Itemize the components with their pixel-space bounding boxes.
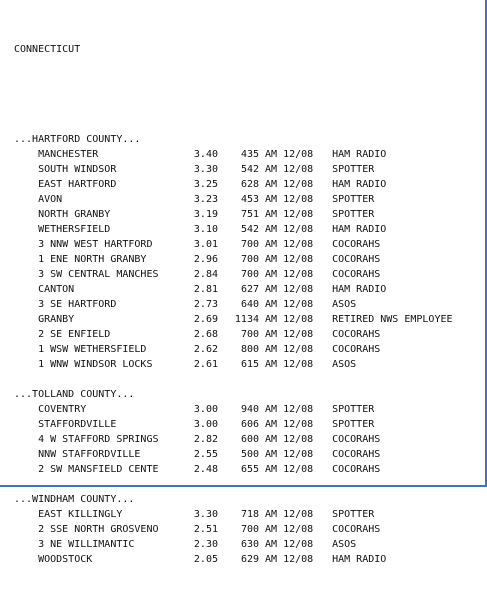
blank-line [14,87,453,102]
blank-line [14,477,453,492]
report-time: 630 [240,539,259,550]
location-name: EAST HARTFORD [14,179,117,190]
report-date: 12/08 [283,419,314,430]
county-header: ...TOLLAND COUNTY... [14,389,135,400]
time-suffix: AM [259,164,284,175]
time-suffix: AM [259,239,284,250]
report-source: SPOTTER [332,404,375,415]
report-time: 615 [240,359,259,370]
rainfall-amount: 2.68 [193,329,218,340]
report-source: HAM RADIO [332,284,387,295]
report-source: ASOS [332,299,357,310]
report-source: COCORAHS [332,269,381,280]
report-row [14,327,453,342]
report-source: COCORAHS [332,329,381,340]
location-name: 2 SW MANSFIELD CENTE [14,464,159,475]
rainfall-amount: 3.19 [193,209,218,220]
report-date: 12/08 [283,329,314,340]
precipitation-report [14,12,453,597]
report-row [14,237,453,252]
location-name: GRANBY [14,314,75,325]
report-date: 12/08 [283,149,314,160]
report-source: SPOTTER [332,419,375,430]
time-suffix: AM [259,209,284,220]
report-row [14,342,453,357]
location-name: WOODSTOCK [14,554,93,565]
report-time: 751 [240,209,259,220]
report-row [14,417,453,432]
time-suffix: AM [259,344,284,355]
location-name: 3 NNW WEST HARTFORD [14,239,153,250]
report-date: 12/08 [283,179,314,190]
report-time: 453 [240,194,259,205]
report-source: HAM RADIO [332,179,387,190]
county-section [14,387,453,492]
report-source: SPOTTER [332,164,375,175]
report-time: 700 [240,239,259,250]
time-suffix: AM [259,224,284,235]
report-source: COCORAHS [332,344,381,355]
report-row [14,177,453,192]
location-name: EAST KILLINGLY [14,509,123,520]
location-name: COVENTRY [14,404,87,415]
report-time: 700 [240,524,259,535]
report-source: SPOTTER [332,509,375,520]
rainfall-amount: 2.84 [193,269,218,280]
state-heading: CONNECTICUT [14,44,81,55]
report-date: 12/08 [283,209,314,220]
report-date: 12/08 [283,164,314,175]
report-time: 700 [240,254,259,265]
time-suffix: AM [259,194,284,205]
report-time: 600 [240,434,259,445]
rainfall-amount: 2.51 [193,524,218,535]
report-source: SPOTTER [332,194,375,205]
report-time: 700 [240,269,259,280]
report-time: 629 [240,554,259,565]
location-name: AVON [14,194,63,205]
location-name: STAFFORDVILLE [14,419,117,430]
rainfall-amount: 3.25 [193,179,218,190]
report-source: HAM RADIO [332,224,387,235]
time-suffix: AM [259,464,284,475]
location-name: NORTH GRANBY [14,209,111,220]
time-suffix: AM [259,254,284,265]
county-section [14,492,453,567]
report-source: ASOS [332,359,357,370]
report-row [14,252,453,267]
report-time: 718 [240,509,259,520]
report-source: COCORAHS [332,434,381,445]
report-row [14,447,453,462]
rainfall-amount: 2.81 [193,284,218,295]
rainfall-amount: 2.69 [193,314,218,325]
report-row [14,507,453,522]
rainfall-amount: 2.05 [193,554,218,565]
rainfall-amount: 3.01 [193,239,218,250]
county-section [14,132,453,387]
rainfall-amount: 2.61 [193,359,218,370]
location-name: 1 WSW WETHERSFIELD [14,344,147,355]
rainfall-amount: 3.30 [193,509,218,520]
time-suffix: AM [259,524,284,535]
location-name: 4 W STAFFORD SPRINGS [14,434,159,445]
report-row [14,267,453,282]
report-date: 12/08 [283,299,314,310]
report-row [14,147,453,162]
time-suffix: AM [259,299,284,310]
report-date: 12/08 [283,284,314,295]
report-date: 12/08 [283,194,314,205]
report-date: 12/08 [283,224,314,235]
location-name: SOUTH WINDSOR [14,164,117,175]
location-name: 3 SE HARTFORD [14,299,117,310]
report-row [14,312,453,327]
time-suffix: AM [259,449,284,460]
location-name: 3 SW CENTRAL MANCHES [14,269,159,280]
report-date: 12/08 [283,449,314,460]
report-date: 12/08 [283,509,314,520]
rainfall-amount: 2.48 [193,464,218,475]
rainfall-amount: 3.30 [193,164,218,175]
county-header: ...HARTFORD COUNTY... [14,134,141,145]
report-time: 640 [240,299,259,310]
report-date: 12/08 [283,434,314,445]
time-suffix: AM [259,314,284,325]
report-date: 12/08 [283,254,314,265]
report-source: HAM RADIO [332,149,387,160]
report-row [14,462,453,477]
rainfall-amount: 2.82 [193,434,218,445]
report-time: 700 [240,329,259,340]
location-name: MANCHESTER [14,149,99,160]
report-row [14,222,453,237]
report-time: 628 [240,179,259,190]
location-name: 1 ENE NORTH GRANBY [14,254,147,265]
report-time: 606 [240,419,259,430]
rainfall-amount: 3.00 [193,419,218,430]
report-source: COCORAHS [332,239,381,250]
rainfall-amount: 3.00 [193,404,218,415]
report-date: 12/08 [283,239,314,250]
report-row [14,207,453,222]
report-date: 12/08 [283,404,314,415]
report-time: 940 [240,404,259,415]
report-date: 12/08 [283,314,314,325]
location-name: 2 SSE NORTH GROSVENO [14,524,159,535]
blank-line [14,372,453,387]
time-suffix: AM [259,179,284,190]
location-name: WETHERSFIELD [14,224,111,235]
report-time: 1134 [234,314,259,325]
report-time: 800 [240,344,259,355]
report-date: 12/08 [283,464,314,475]
time-suffix: AM [259,419,284,430]
report-date: 12/08 [283,359,314,370]
rainfall-amount: 2.30 [193,539,218,550]
report-source: COCORAHS [332,464,381,475]
report-source: COCORAHS [332,449,381,460]
report-time: 542 [240,224,259,235]
report-date: 12/08 [283,344,314,355]
report-row [14,522,453,537]
location-name: 1 WNW WINDSOR LOCKS [14,359,153,370]
report-row [14,402,453,417]
report-row [14,162,453,177]
report-row [14,432,453,447]
report-source: HAM RADIO [332,554,387,565]
rainfall-amount: 2.96 [193,254,218,265]
time-suffix: AM [259,359,284,370]
location-name: 2 SE ENFIELD [14,329,111,340]
time-suffix: AM [259,554,284,565]
time-suffix: AM [259,509,284,520]
time-suffix: AM [259,404,284,415]
report-row [14,282,453,297]
county-sections [14,132,453,567]
report-source: COCORAHS [332,524,381,535]
location-name: 3 NE WILLIMANTIC [14,539,135,550]
rainfall-amount: 3.23 [193,194,218,205]
report-time: 435 [240,149,259,160]
time-suffix: AM [259,149,284,160]
rainfall-amount: 2.55 [193,449,218,460]
time-suffix: AM [259,284,284,295]
rainfall-amount: 2.62 [193,344,218,355]
report-source: ASOS [332,539,357,550]
report-source: COCORAHS [332,254,381,265]
time-suffix: AM [259,329,284,340]
report-row [14,537,453,552]
report-time: 500 [240,449,259,460]
report-time: 627 [240,284,259,295]
county-header: ...WINDHAM COUNTY... [14,494,135,505]
rainfall-amount: 3.10 [193,224,218,235]
rainfall-amount: 2.73 [193,299,218,310]
location-name: NNW STAFFORDVILLE [14,449,141,460]
time-suffix: AM [259,539,284,550]
report-row [14,552,453,567]
time-suffix: AM [259,434,284,445]
report-time: 542 [240,164,259,175]
report-date: 12/08 [283,539,314,550]
rainfall-amount: 3.40 [193,149,218,160]
report-source: RETIRED NWS EMPLOYEE [332,314,453,325]
report-row [14,357,453,372]
report-date: 12/08 [283,554,314,565]
report-source: SPOTTER [332,209,375,220]
report-row [14,192,453,207]
time-suffix: AM [259,269,284,280]
report-time: 655 [240,464,259,475]
report-row [14,297,453,312]
report-date: 12/08 [283,524,314,535]
report-date: 12/08 [283,269,314,280]
location-name: CANTON [14,284,75,295]
